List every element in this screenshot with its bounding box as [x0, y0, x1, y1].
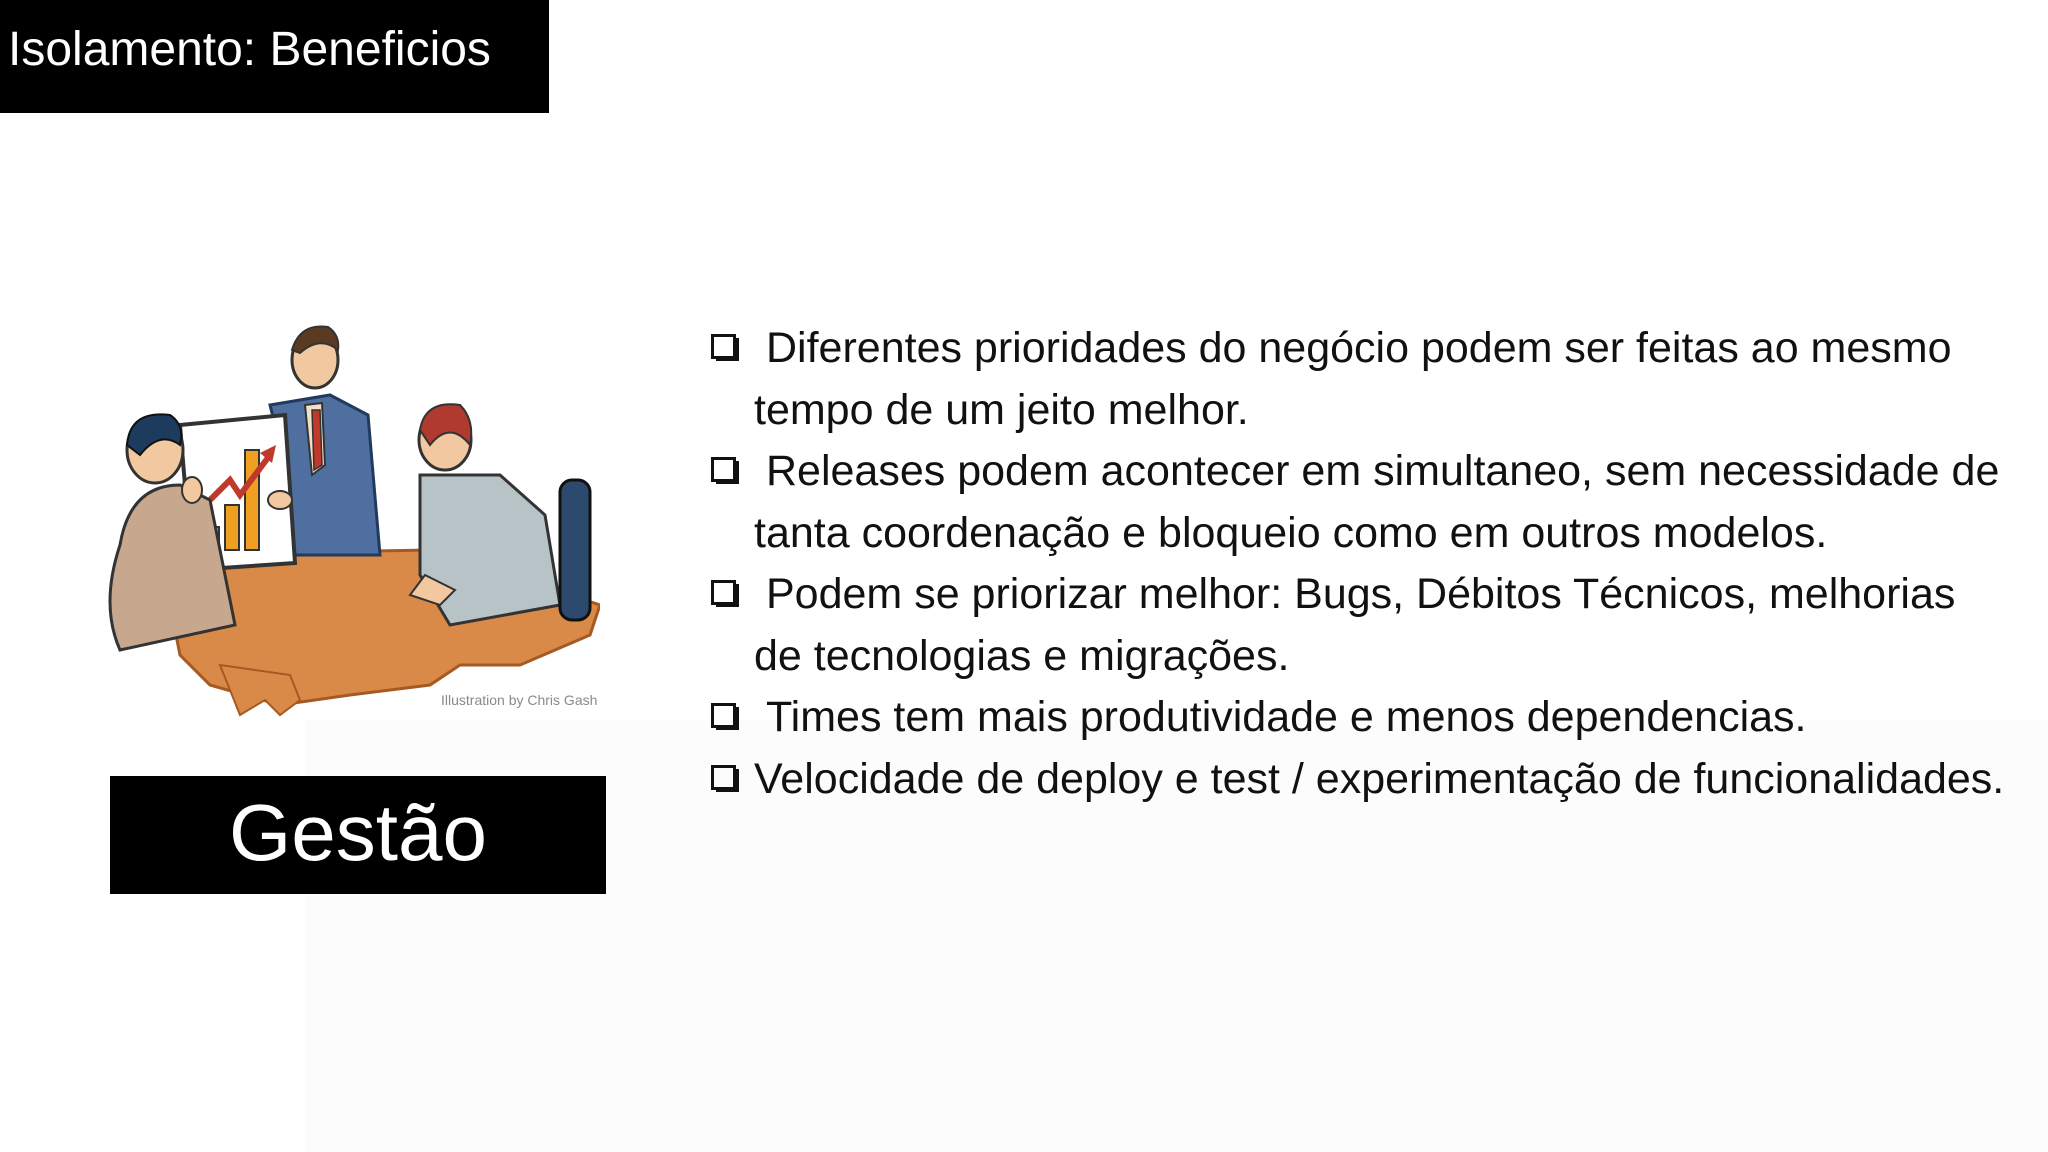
bullet-text: Podem se priorizar melhor: Bugs, Débitos Técnicos, melhorias de tecnologias e migrações. [754, 570, 1956, 680]
bullet-text: Diferentes prioridades do negócio podem ser feitas ao mesmo tempo de um jeito melhor. [754, 324, 1952, 434]
slide-title: Isolamento: Beneficios [0, 0, 549, 113]
bullet-text: Releases podem acontecer em simultaneo, sem necessidade de tanta coordenação e bloqueio como em outros modelos. [754, 447, 2000, 557]
bullet-text: Velocidade de deploy e test / experimentação de funcionalidades. [754, 754, 2005, 803]
checkbox-square-icon [711, 580, 739, 608]
bullet-list [708, 318, 2008, 810]
bullet-item [708, 564, 2008, 687]
checkbox-square-icon [711, 334, 739, 362]
checkbox-square-icon [711, 457, 739, 485]
illustration-credit: Illustration by Chris Gash [441, 692, 598, 708]
bullet-item [708, 687, 2008, 749]
checkbox-square-icon [711, 703, 739, 731]
business-meeting-illustration [100, 305, 600, 725]
bullet-item [708, 441, 2008, 564]
bullet-item [708, 318, 2008, 441]
bullet-text: Times tem mais produtividade e menos dependencias. [766, 693, 1807, 741]
checkbox-square-icon [711, 765, 739, 793]
bullet-item [708, 749, 2008, 811]
section-label: Gestão [110, 776, 606, 894]
